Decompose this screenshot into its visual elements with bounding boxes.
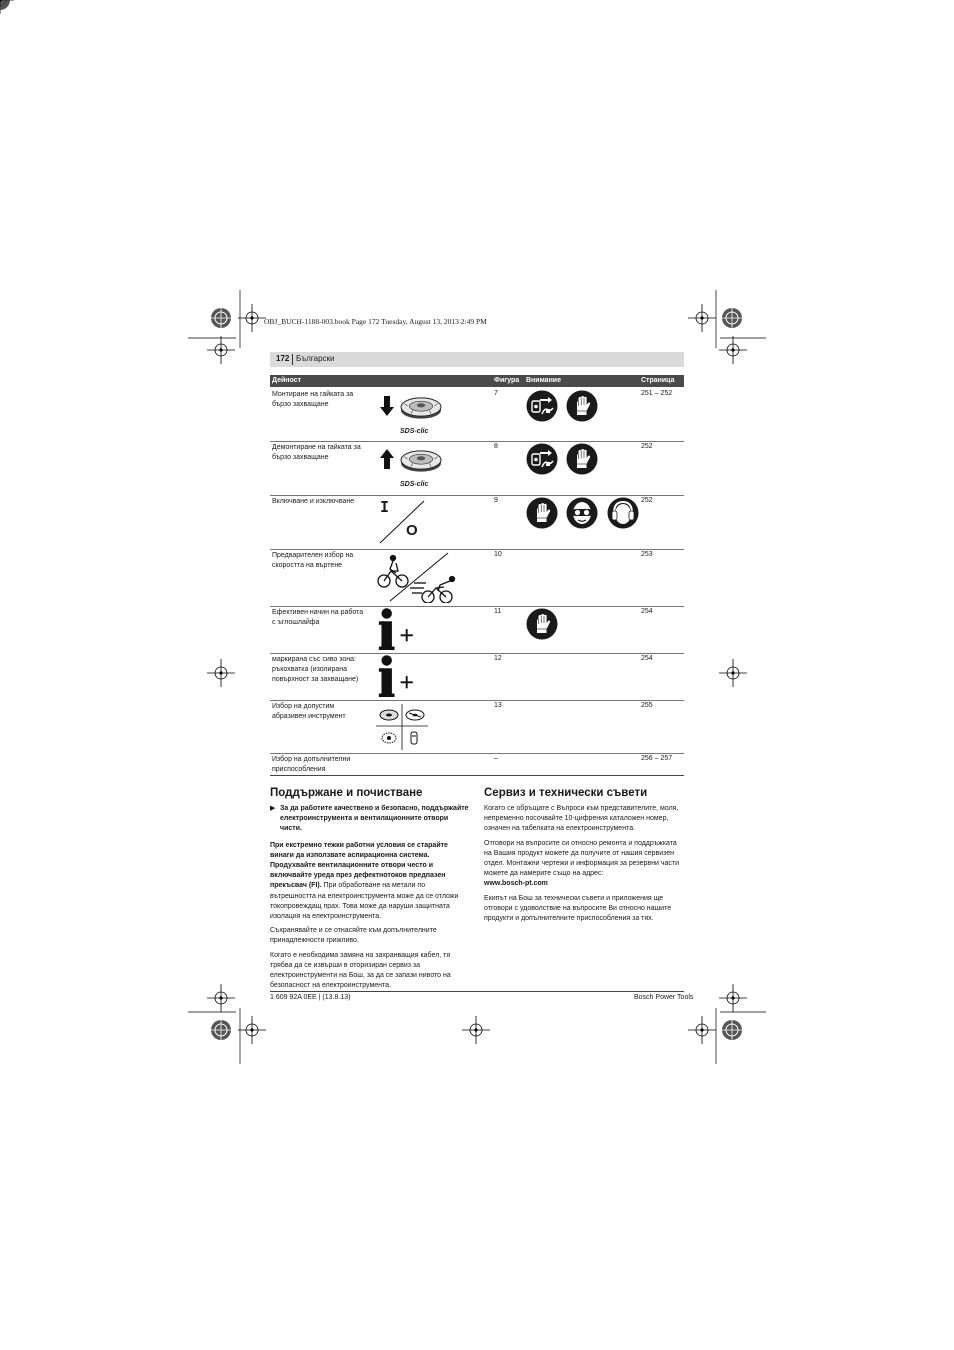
arrow-down-icon bbox=[380, 396, 394, 416]
unplug-warning-icon bbox=[526, 443, 558, 475]
sds-clic-logo: SDS-clic bbox=[400, 481, 429, 488]
service-url[interactable]: www.bosch-pt.com bbox=[484, 880, 548, 888]
header-divider bbox=[292, 354, 293, 365]
switch-on-symbol: I bbox=[380, 498, 390, 516]
col-attention: Внимание bbox=[526, 377, 561, 384]
row-activity: Предварителен избор на скоростта на въртене bbox=[272, 552, 354, 569]
sds-clic-logo: SDS-clic bbox=[400, 428, 429, 435]
row-illustration bbox=[370, 388, 490, 441]
service-text bbox=[484, 804, 684, 928]
table-row bbox=[270, 700, 684, 754]
row-attention bbox=[526, 443, 598, 491]
goggles-icon bbox=[566, 497, 598, 529]
gloves-icon bbox=[566, 390, 598, 422]
row-illustration bbox=[370, 700, 490, 753]
print-header: OBJ_BUCH-1188-003.book Page 172 Tuesday, August 13, 2013 2:49 PM bbox=[264, 317, 487, 326]
maintenance-text bbox=[270, 804, 470, 995]
row-pages: 254 bbox=[641, 655, 653, 662]
row-activity: маркирана със сиво зона: ръкохватка (изолирана повърхност за захващане) bbox=[272, 656, 359, 683]
footer-catalog: 1 609 92A 0EE | (13.8.13) bbox=[270, 994, 351, 1001]
row-figure: 12 bbox=[494, 655, 502, 662]
quick-nut-icon bbox=[396, 441, 446, 479]
table-row bbox=[270, 549, 684, 607]
fast-cyclist-icon bbox=[410, 577, 455, 604]
row-figure: 13 bbox=[494, 702, 502, 709]
row-figure: 9 bbox=[494, 497, 498, 504]
table-row bbox=[270, 495, 684, 550]
row-figure: 10 bbox=[494, 551, 502, 558]
page-number: 172 bbox=[276, 354, 290, 363]
row-illustration bbox=[370, 441, 490, 495]
row-pages: 251 – 252 bbox=[641, 390, 673, 397]
row-attention bbox=[526, 390, 598, 438]
footer-brand: Bosch Power Tools bbox=[634, 994, 694, 1001]
page-header bbox=[270, 352, 684, 367]
row-attention bbox=[526, 608, 558, 656]
ear-protection-icon bbox=[607, 497, 639, 529]
row-figure: – bbox=[494, 755, 498, 762]
row-illustration bbox=[370, 653, 490, 700]
row-figure: 7 bbox=[494, 390, 498, 397]
switch-off-symbol: O bbox=[406, 522, 418, 539]
row-figure: 11 bbox=[494, 608, 502, 615]
table-row bbox=[270, 606, 684, 654]
row-illustration bbox=[370, 549, 490, 606]
row-pages: 253 bbox=[641, 551, 653, 558]
table-row bbox=[270, 441, 684, 496]
row-pages: 255 bbox=[641, 702, 653, 709]
header-language: Български bbox=[296, 354, 335, 363]
unplug-warning-icon bbox=[526, 390, 558, 422]
service-title: Сервиз и технически съвети bbox=[484, 787, 648, 799]
row-attention bbox=[526, 497, 639, 545]
row-activity: Монтиране на гайката за бързо захващане bbox=[272, 391, 354, 408]
cup-brush-icon bbox=[411, 732, 417, 744]
col-page: Страница bbox=[641, 377, 675, 384]
table-row bbox=[270, 653, 684, 701]
row-pages: 252 bbox=[641, 497, 653, 504]
registration-target-icon bbox=[0, 0, 10, 10]
row-activity: Включване и изключване bbox=[272, 498, 355, 505]
gloves-icon bbox=[526, 608, 558, 640]
footer-divider bbox=[270, 991, 684, 992]
maintenance-title: Поддържане и почистване bbox=[270, 787, 423, 799]
bullet-triangle-icon: ▶ bbox=[270, 805, 276, 812]
wire-brush-icon bbox=[382, 733, 396, 743]
row-pages: 256 – 257 bbox=[641, 755, 673, 762]
gloves-icon bbox=[526, 497, 558, 529]
maintenance-paragraph-1: При екстремно тежки работни условия се старайте винаги да използвате аспирационна система. Продухвайте вентилационните отвори често и включвайте уреда през дефектнотоков предпазен прекъсвач (FI). При обработване на метали по вътрешността на електроинструмента може да се отложи токопровеждащ прах. Това може да наруши защитната изолация на електроинструмента. bbox=[270, 841, 459, 921]
maintenance-bullet: ▶ За да работите качествено и безопасно, поддържайте електроинструмента и вентилационните отвори чисти. bbox=[270, 805, 469, 833]
speed-preselection-icon bbox=[376, 551, 462, 603]
info-icon bbox=[378, 655, 418, 699]
row-activity: Избор на допустим абразивен инструмент bbox=[272, 703, 346, 720]
row-activity: Ефективен начин на работа с ъглошлайфа bbox=[272, 609, 364, 626]
service-paragraph-3: Екипът на Бош за технически съвети и приложения ще отговори с удоволствие на въпросите Ви относно нашите продукти и допълнителните приспособления за тях. bbox=[484, 894, 672, 923]
row-pages: 254 bbox=[641, 608, 653, 615]
col-activity: Дейност bbox=[272, 377, 302, 384]
service-paragraph-2: Отговори на въпросите си относно ремонта и поддръжката на Вашия продукт можете да получите от нашия сервизен отдел. Монтажни чертежи и информация за резервни части можете да намерите също на адрес: www.bosch-pt.com bbox=[484, 839, 680, 888]
row-illustration bbox=[370, 495, 490, 549]
service-paragraph-1: Когато се обръщате с Въпроси към представителите, моля, непременно посочвайте 10-цифрения каталожен номер, означен на табелката на електроинструмента. bbox=[484, 805, 679, 833]
table-row bbox=[270, 388, 684, 442]
row-activity: Избор на допълнителни приспособления bbox=[272, 756, 351, 773]
grinding-disc-icon bbox=[380, 710, 398, 720]
row-pages: 252 bbox=[641, 443, 653, 450]
arrow-up-icon bbox=[380, 449, 394, 469]
row-illustration bbox=[370, 606, 490, 653]
col-figure: Фигура bbox=[494, 377, 520, 384]
info-icon bbox=[378, 608, 418, 652]
quick-nut-icon bbox=[396, 388, 446, 426]
maintenance-paragraph-3: Когато е необходима замяна на захранващия кабел, тя трябва да се извърши в оторизиран сервиз за електроинструменти на Бош, за да се запази нивото на безопасност на електроинструмента. bbox=[270, 951, 451, 990]
cutting-disc-icon bbox=[406, 710, 424, 720]
row-activity: Демонтиране на гайката за бързо захващане bbox=[272, 444, 361, 461]
slow-cyclist-icon bbox=[378, 556, 408, 588]
maintenance-paragraph-2: Съхранявайте и се отнасяйте към допълнителните принадлежности грижливо. bbox=[270, 927, 437, 945]
table-header bbox=[270, 375, 684, 387]
row-figure: 8 bbox=[494, 443, 498, 450]
abrasive-tools-icon bbox=[376, 704, 428, 750]
table-row bbox=[270, 753, 684, 776]
gloves-icon bbox=[566, 443, 598, 475]
